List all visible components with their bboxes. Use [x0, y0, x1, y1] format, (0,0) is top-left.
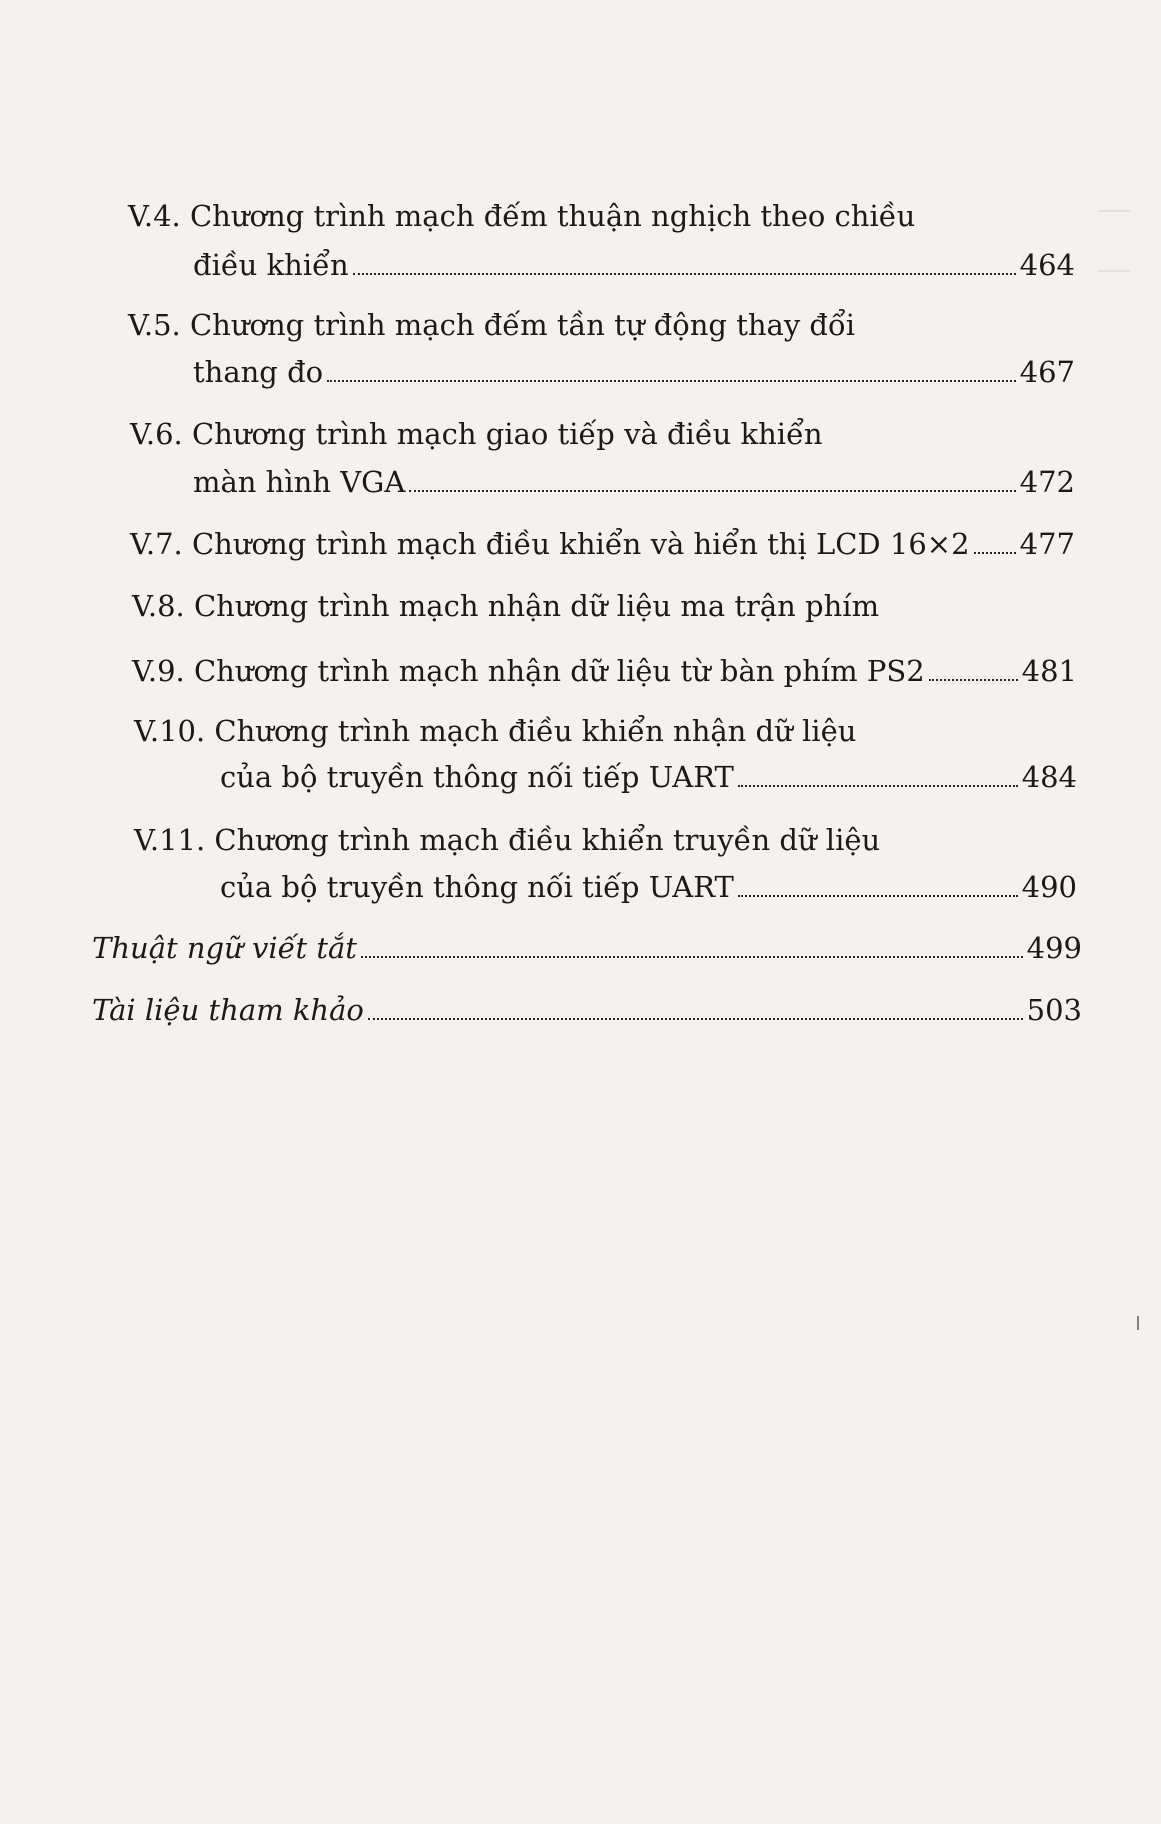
dot-leader — [738, 895, 1018, 897]
toc-entry-v7 — [130, 524, 1075, 564]
dot-leader — [409, 490, 1015, 492]
dot-leader — [368, 1018, 1023, 1020]
toc-entry-v6-line2 — [193, 462, 1075, 502]
page-number: 490 — [1021, 870, 1077, 904]
page-number: 484 — [1021, 760, 1077, 794]
dot-leader — [929, 679, 1018, 681]
page-number: 472 — [1019, 465, 1075, 499]
dot-leader — [974, 552, 1016, 554]
toc-entry-text: điều khiển — [193, 248, 349, 282]
toc-entry-text: V.7. Chương trình mạch điều khiển và hiển thị LCD 16×2 — [130, 527, 970, 561]
toc-entry-v5-line2 — [193, 352, 1075, 392]
page-number: 477 — [1019, 527, 1075, 561]
toc-entry-v11-line2 — [220, 867, 1077, 907]
toc-entry-v6-line1: V.6. Chương trình mạch giao tiếp và điều khiển — [130, 417, 823, 451]
toc-entry-abbreviations — [92, 928, 1082, 968]
toc-entry-v11-line1: V.11. Chương trình mạch điều khiển truyền dữ liệu — [134, 823, 881, 857]
page-number: 464 — [1019, 248, 1075, 282]
toc-entry-v4-line2 — [193, 245, 1075, 285]
toc-entry-text: màn hình VGA — [193, 465, 406, 499]
dot-leader — [353, 273, 1016, 275]
toc-entry-text: Tài liệu tham khảo — [92, 993, 364, 1027]
toc-entry-v5-line1: V.5. Chương trình mạch đếm tần tự động thay đổi — [128, 308, 856, 342]
dot-leader — [327, 380, 1016, 382]
toc-entry-text: Thuật ngữ viết tắt — [92, 931, 357, 965]
toc-entry-references — [92, 990, 1082, 1030]
paper-speck — [1137, 1316, 1139, 1330]
bleed-through-background: — — — [1098, 190, 1130, 286]
toc-entry-v4-line1: V.4. Chương trình mạch đếm thuận nghịch theo chiều — [128, 199, 916, 233]
dot-leader — [361, 956, 1023, 958]
toc-entry-text: của bộ truyền thông nối tiếp UART — [220, 760, 734, 794]
toc-entry-text: của bộ truyền thông nối tiếp UART — [220, 870, 734, 904]
page-number: 503 — [1026, 993, 1082, 1027]
page-number: 499 — [1026, 931, 1082, 965]
toc-entry-v9 — [132, 651, 1077, 691]
toc-entry-v10-line2 — [220, 757, 1077, 797]
toc-entry-text: V.9. Chương trình mạch nhận dữ liệu từ bàn phím PS2 — [132, 654, 925, 688]
toc-entry-text: thang đo — [193, 355, 324, 389]
page-number: 467 — [1019, 355, 1075, 389]
toc-entry-v10-line1: V.10. Chương trình mạch điều khiển nhận dữ liệu — [134, 714, 857, 748]
toc-entry-v8: V.8. Chương trình mạch nhận dữ liệu ma trận phím — [132, 589, 880, 623]
dot-leader — [738, 785, 1018, 787]
page-number: 481 — [1021, 654, 1077, 688]
